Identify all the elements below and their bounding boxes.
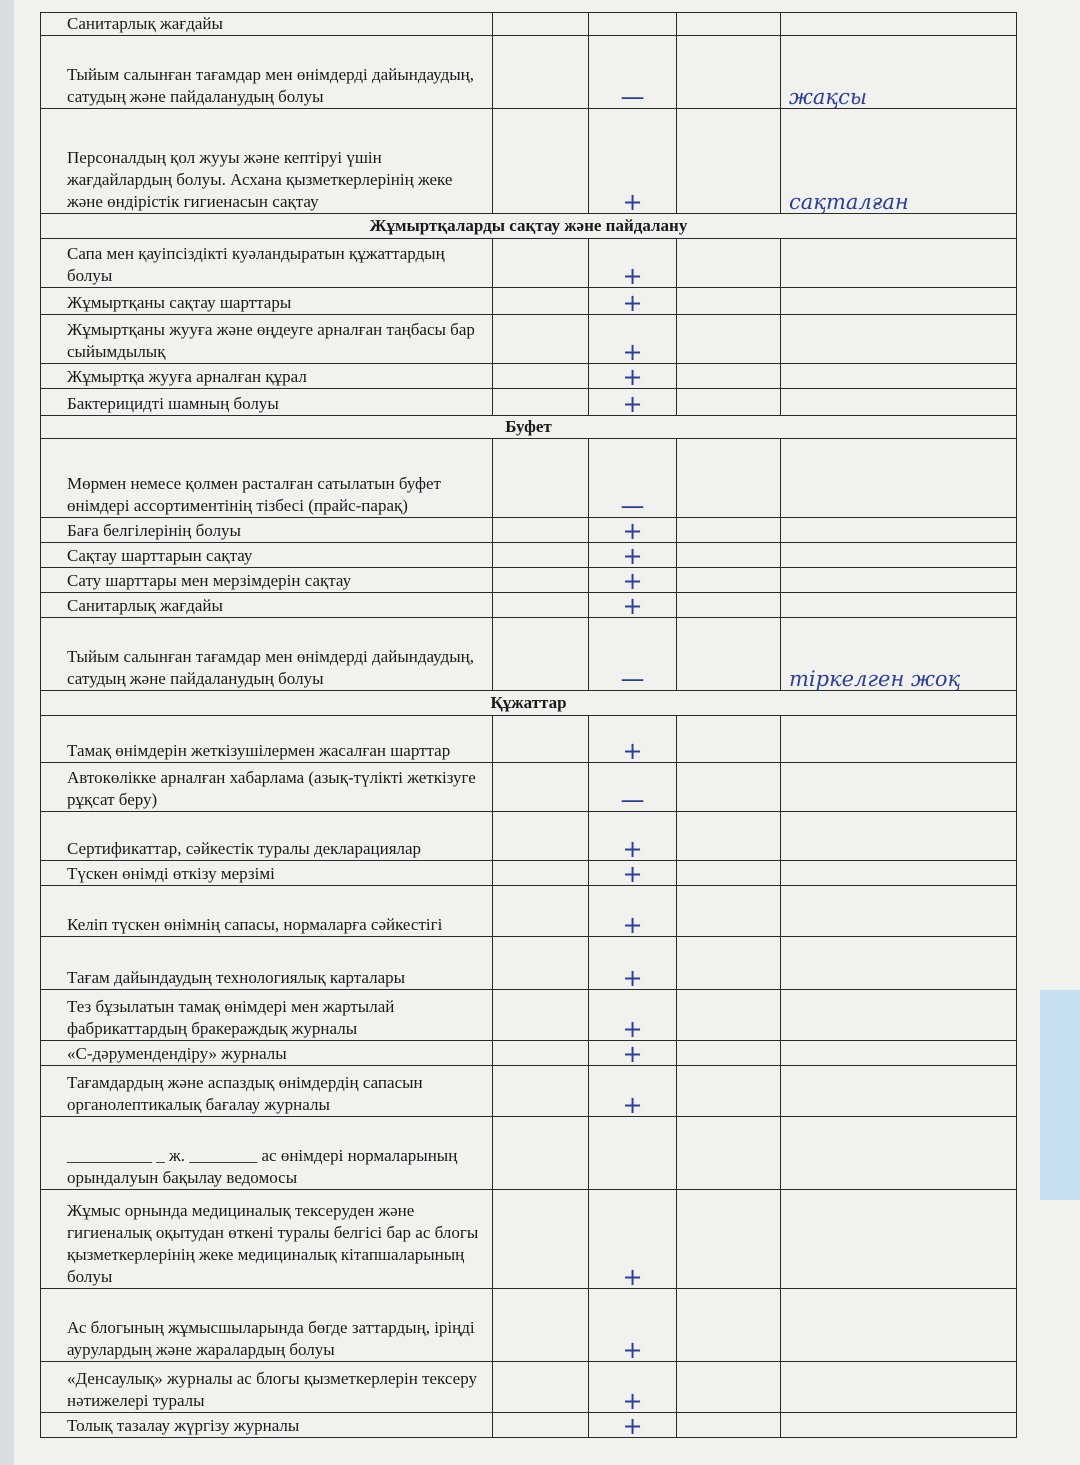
empty-cell: [677, 593, 781, 618]
check-mark: [589, 13, 677, 36]
item-label: Мөрмен немесе қолмен расталған сатылатын буфет өнімдері ассортиментінің тізбесі (прайс-парақ): [41, 439, 493, 518]
empty-cell: [677, 990, 781, 1041]
check-mark: +: [589, 886, 677, 937]
empty-cell: [677, 439, 781, 518]
empty-cell: [493, 716, 589, 763]
empty-cell: [493, 1066, 589, 1117]
empty-cell: [493, 389, 589, 416]
table-row: [41, 315, 1017, 364]
item-label: Бактерицидті шамның болуы: [41, 389, 493, 416]
empty-cell: [493, 1041, 589, 1066]
item-label: Сақтау шарттарын сақтау: [41, 543, 493, 568]
handwritten-note: [781, 1362, 1017, 1413]
check-mark: +: [589, 364, 677, 389]
handwritten-note: [781, 389, 1017, 416]
empty-cell: [677, 364, 781, 389]
inspection-table: [40, 12, 1017, 1438]
item-label: Жұмыртқа жууға арналған құрал: [41, 364, 493, 389]
handwritten-note: [781, 1413, 1017, 1438]
table-row: [41, 439, 1017, 518]
table-row: [41, 1289, 1017, 1362]
handwritten-note: [781, 543, 1017, 568]
item-label: Түскен өнімді өткізу мерзімі: [41, 861, 493, 886]
handwritten-note: [781, 1066, 1017, 1117]
item-label: Автокөлікке арналған хабарлама (азық-түлікті жеткізуге рұқсат беру): [41, 763, 493, 812]
handwritten-note: [781, 716, 1017, 763]
check-mark: +: [589, 568, 677, 593]
handwritten-note: [781, 518, 1017, 543]
check-mark: +: [589, 937, 677, 990]
empty-cell: [493, 1413, 589, 1438]
section-header-row: [41, 691, 1017, 716]
check-mark: +: [589, 315, 677, 364]
handwritten-note: [781, 593, 1017, 618]
table-row: [41, 109, 1017, 214]
handwritten-note: сақталған: [781, 109, 1017, 214]
empty-cell: [677, 109, 781, 214]
item-label: «Денсаулық» журналы ас блогы қызметкерлерін тексеру нәтижелері туралы: [41, 1362, 493, 1413]
table-row: [41, 1041, 1017, 1066]
handwritten-note: [781, 1190, 1017, 1289]
item-label: Тағам дайындаудың технологиялық карталары: [41, 937, 493, 990]
section-header-row: [41, 416, 1017, 439]
table-row: [41, 518, 1017, 543]
check-mark: —: [589, 763, 677, 812]
section-header-row: [41, 214, 1017, 239]
table-row: [41, 1190, 1017, 1289]
item-label: Персоналдың қол жууы және кептіруі үшін жағдайлардың болуы. Асхана қызметкерлерінің жеке және өндірістік гигиенасын сақтау: [41, 109, 493, 214]
table-row: [41, 239, 1017, 288]
table-row: [41, 543, 1017, 568]
item-label: Санитарлық жағдайы: [41, 593, 493, 618]
table-row: [41, 1362, 1017, 1413]
empty-cell: [493, 239, 589, 288]
table-row: [41, 389, 1017, 416]
empty-cell: [677, 812, 781, 861]
empty-cell: [493, 518, 589, 543]
empty-cell: [493, 1117, 589, 1190]
check-mark: +: [589, 593, 677, 618]
check-mark: [589, 1117, 677, 1190]
handwritten-note: [781, 1289, 1017, 1362]
check-mark: +: [589, 288, 677, 315]
item-label: Келіп түскен өнімнің сапасы, нормаларға сәйкестігі: [41, 886, 493, 937]
check-mark: +: [589, 109, 677, 214]
table-row: [41, 1066, 1017, 1117]
empty-cell: [677, 568, 781, 593]
empty-cell: [677, 1413, 781, 1438]
table-row: [41, 990, 1017, 1041]
empty-cell: [677, 618, 781, 691]
check-mark: +: [589, 239, 677, 288]
handwritten-note: [781, 288, 1017, 315]
empty-cell: [493, 1362, 589, 1413]
item-label: Тыйым салынған тағамдар мен өнімдерді дайындаудың, сатудың және пайдаланудың болуы: [41, 36, 493, 109]
empty-cell: [493, 618, 589, 691]
empty-cell: [493, 36, 589, 109]
check-mark: +: [589, 1362, 677, 1413]
empty-cell: [493, 990, 589, 1041]
check-mark: +: [589, 518, 677, 543]
table-row: [41, 1413, 1017, 1438]
handwritten-note: [781, 364, 1017, 389]
empty-cell: [493, 1289, 589, 1362]
empty-cell: [677, 315, 781, 364]
empty-cell: [677, 543, 781, 568]
handwritten-note: [781, 239, 1017, 288]
empty-cell: [677, 861, 781, 886]
handwritten-note: [781, 13, 1017, 36]
check-mark: —: [589, 439, 677, 518]
check-mark: +: [589, 861, 677, 886]
handwritten-note: [781, 315, 1017, 364]
empty-cell: [493, 886, 589, 937]
empty-cell: [493, 593, 589, 618]
check-mark: +: [589, 389, 677, 416]
empty-cell: [677, 389, 781, 416]
table-row: [41, 36, 1017, 109]
check-mark: +: [589, 543, 677, 568]
handwritten-note: [781, 886, 1017, 937]
item-label: Сертификаттар, сәйкестік туралы декларациялар: [41, 812, 493, 861]
handwritten-note: [781, 937, 1017, 990]
table-row: [41, 593, 1017, 618]
empty-cell: [493, 288, 589, 315]
item-label: Санитарлық жағдайы: [41, 13, 493, 36]
empty-cell: [493, 861, 589, 886]
handwritten-note: [781, 1041, 1017, 1066]
empty-cell: [493, 109, 589, 214]
empty-cell: [677, 886, 781, 937]
empty-cell: [493, 439, 589, 518]
empty-cell: [677, 1066, 781, 1117]
item-label: Тағамдардың және аспаздық өнімдердің сапасын органолептикалық бағалау журналы: [41, 1066, 493, 1117]
item-label: Сапа мен қауіпсіздікті куәландыратын құжаттардың болуы: [41, 239, 493, 288]
item-label: «С-дәрумендендіру» журналы: [41, 1041, 493, 1066]
handwritten-note: [781, 1117, 1017, 1190]
handwritten-note: [781, 990, 1017, 1041]
table-row: [41, 13, 1017, 36]
check-mark: +: [589, 990, 677, 1041]
check-mark: +: [589, 1190, 677, 1289]
empty-cell: [493, 315, 589, 364]
item-label: Баға белгілерінің болуы: [41, 518, 493, 543]
check-mark: +: [589, 1041, 677, 1066]
empty-cell: [677, 763, 781, 812]
table-row: [41, 763, 1017, 812]
empty-cell: [677, 1362, 781, 1413]
empty-cell: [677, 716, 781, 763]
table-row: [41, 364, 1017, 389]
empty-cell: [677, 288, 781, 315]
handwritten-note: жақсы: [781, 36, 1017, 109]
table-row: [41, 288, 1017, 315]
check-mark: +: [589, 1066, 677, 1117]
handwritten-note: [781, 763, 1017, 812]
handwritten-note: [781, 568, 1017, 593]
empty-cell: [493, 543, 589, 568]
empty-cell: [493, 568, 589, 593]
item-label: Жұмыс орнында медициналық тексеруден және гигиеналық оқытудан өткені туралы белгісі бар ас блогы қызметкерлерінің жеке медициналық кітапшаларының болуы: [41, 1190, 493, 1289]
empty-cell: [493, 812, 589, 861]
section-title: Құжаттар: [41, 691, 1017, 716]
empty-cell: [493, 1190, 589, 1289]
empty-cell: [493, 364, 589, 389]
item-label: Сату шарттары мен мерзімдерін сақтау: [41, 568, 493, 593]
table-row: [41, 937, 1017, 990]
empty-cell: [677, 239, 781, 288]
table-row: [41, 812, 1017, 861]
empty-cell: [493, 937, 589, 990]
table-row: [41, 618, 1017, 691]
handwritten-note: тіркелген жоқ: [781, 618, 1017, 691]
item-label: Тамақ өнімдерін жеткізушілермен жасалған шарттар: [41, 716, 493, 763]
empty-cell: [677, 518, 781, 543]
table-row: [41, 568, 1017, 593]
item-label: Тыйым салынған тағамдар мен өнімдерді дайындаудың, сатудың және пайдаланудың болуы: [41, 618, 493, 691]
check-mark: —: [589, 618, 677, 691]
empty-cell: [493, 763, 589, 812]
item-label: __________ _ ж. ________ ас өнімдері нормаларының орындалуын бақылау ведомосы: [41, 1117, 493, 1190]
check-mark: +: [589, 1413, 677, 1438]
section-title: Жұмыртқаларды сақтау және пайдалану: [41, 214, 1017, 239]
check-mark: —: [589, 36, 677, 109]
table-row: [41, 886, 1017, 937]
empty-cell: [677, 13, 781, 36]
handwritten-note: [781, 812, 1017, 861]
item-label: Тез бұзылатын тамақ өнімдері мен жартылай фабрикаттардың бракераждық журналы: [41, 990, 493, 1041]
empty-cell: [677, 36, 781, 109]
handwritten-note: [781, 439, 1017, 518]
check-mark: +: [589, 1289, 677, 1362]
handwritten-note: [781, 861, 1017, 886]
empty-cell: [677, 937, 781, 990]
empty-cell: [677, 1117, 781, 1190]
table-row: [41, 716, 1017, 763]
item-label: Жұмыртқаны сақтау шарттары: [41, 288, 493, 315]
table-row: [41, 1117, 1017, 1190]
check-mark: +: [589, 812, 677, 861]
item-label: Ас блогының жұмысшыларында бөгде заттардың, іріңді аурулардың және жаралардың болуы: [41, 1289, 493, 1362]
empty-cell: [677, 1190, 781, 1289]
item-label: Жұмыртқаны жууға және өңдеуге арналған таңбасы бар сыйымдылық: [41, 315, 493, 364]
empty-cell: [493, 13, 589, 36]
empty-cell: [677, 1041, 781, 1066]
check-mark: +: [589, 716, 677, 763]
empty-cell: [677, 1289, 781, 1362]
table-row: [41, 861, 1017, 886]
item-label: Толық тазалау жүргізу журналы: [41, 1413, 493, 1438]
section-title: Буфет: [41, 416, 1017, 439]
blue-tape: [1040, 990, 1080, 1200]
